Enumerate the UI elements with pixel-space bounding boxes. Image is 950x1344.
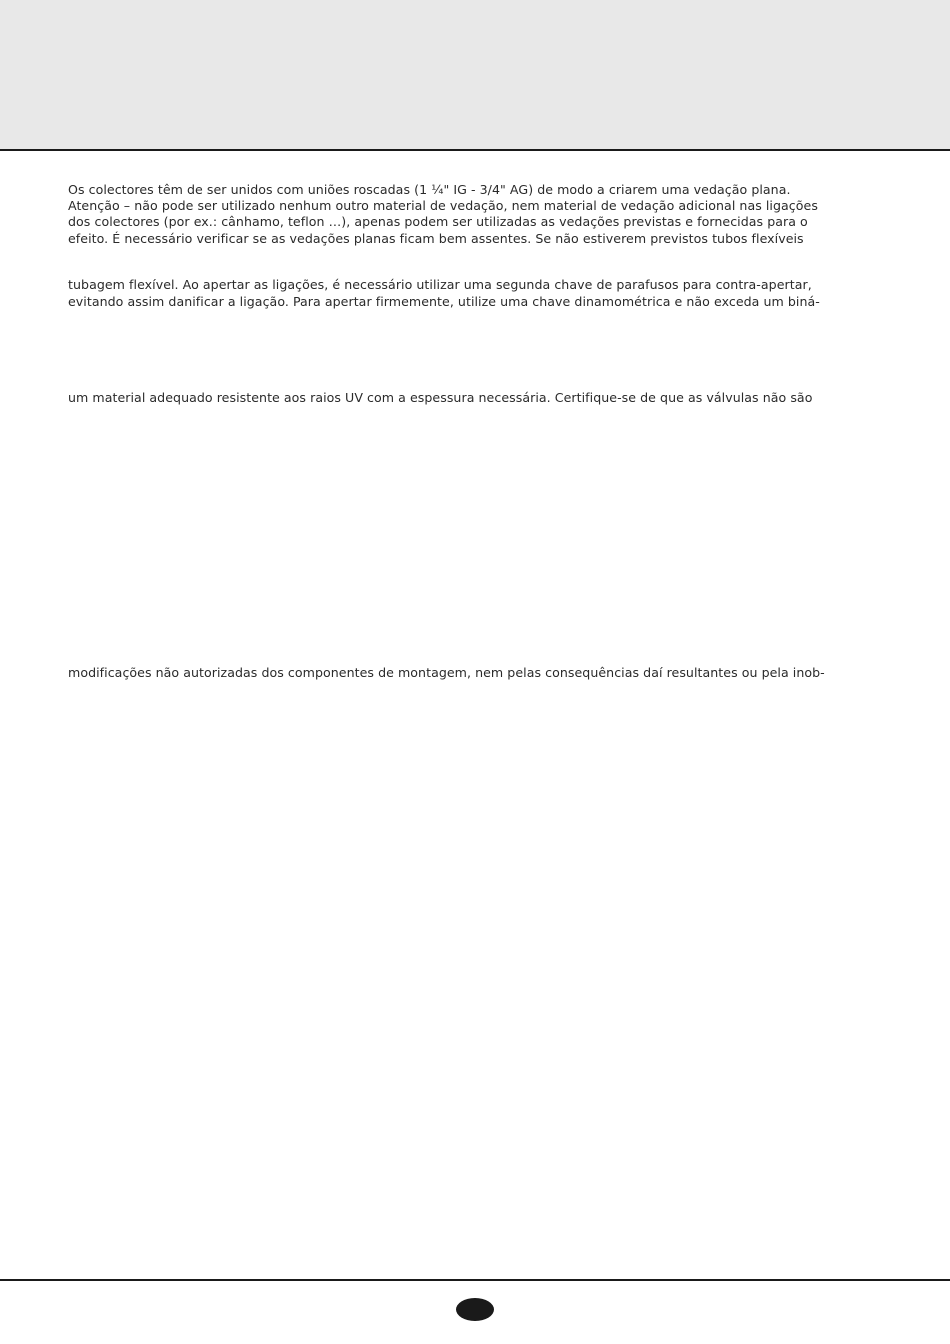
- body-text-line: efeito. É necessário verificar se as vedações planas ficam bem assentes. Se não estiverem previstos tubos flexíveis: [68, 231, 804, 246]
- body-text-line: modificações não autorizadas dos componentes de montagem, nem pelas consequências daí resultantes ou pela inob-: [68, 665, 825, 680]
- body-text-line: um material adequado resistente aos raios UV com a espessura necessária. Certifique-se de que as válvulas não são: [68, 390, 813, 405]
- body-text-line: tubagem flexível. Ao apertar as ligações, é necessário utilizar uma segunda chave de parafusos para contra-apertar,: [68, 277, 812, 292]
- body-text-line: Atenção – não pode ser utilizado nenhum outro material de vedação, nem material de vedação adicional nas ligações: [68, 198, 818, 213]
- body-text-line: evitando assim danificar a ligação. Para apertar firmemente, utilize uma chave dinamométrica e não exceda um biná-: [68, 294, 820, 309]
- header-divider: [0, 149, 950, 151]
- page-number-badge: [456, 1298, 494, 1321]
- header-band: [0, 0, 950, 149]
- body-text-line: dos colectores (por ex.: cânhamo, teflon …), apenas podem ser utilizadas as vedações previstas e fornecidas para o: [68, 214, 808, 229]
- body-text-line: Os colectores têm de ser unidos com uniões roscadas (1 ¼" IG - 3/4" AG) de modo a criarem uma vedação plana.: [68, 182, 791, 197]
- footer-divider: [0, 1279, 950, 1281]
